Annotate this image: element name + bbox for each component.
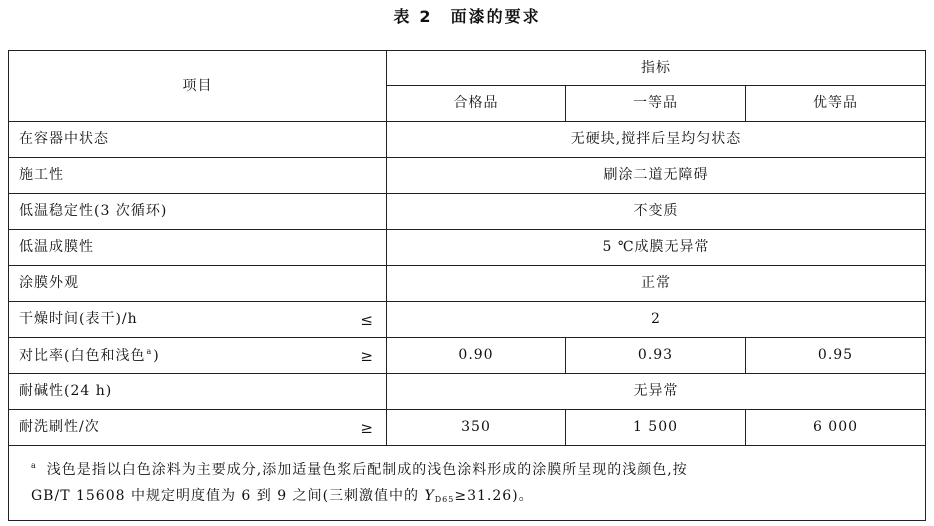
table-title (0, 4, 934, 30)
row-value-superior: 6 000 (746, 410, 926, 446)
table-title-text: 面漆的要求 (450, 7, 541, 26)
footnote-y-sub: D65 (434, 495, 455, 504)
row-value: 不变质 (387, 194, 926, 230)
table-title-prefix: 表 (393, 7, 412, 26)
footnote-y: Y (424, 488, 435, 504)
row-value: 无异常 (387, 374, 926, 410)
footnote-line2-pre: GB/T 15608 中规定明度值为 6 到 9 之间(三刺激值中的 (31, 488, 425, 504)
row-item: 干燥时间(表干)/h ≤ (9, 302, 387, 338)
table-row (9, 266, 926, 302)
table-row (9, 194, 926, 230)
table-title-number: 2 (419, 7, 433, 26)
footnote-mark: a (31, 461, 37, 470)
row-value-first: 1 500 (566, 410, 746, 446)
table-row (9, 374, 926, 410)
requirements-table (8, 50, 926, 521)
row-value-superior: 0.95 (746, 338, 926, 374)
table-row (9, 338, 926, 374)
table-row (9, 158, 926, 194)
row-item: 耐碱性(24 h) (9, 374, 387, 410)
footnote-ref: a (146, 346, 153, 356)
footnote (9, 446, 926, 521)
row-item: 涂膜外观 (9, 266, 387, 302)
row-item: 耐洗刷性/次 ≥ (9, 410, 387, 446)
header-indicator: 指标 (387, 51, 926, 86)
header-row (9, 51, 926, 86)
row-item: 施工性 (9, 158, 387, 194)
row-item: 低温稳定性(3 次循环) (9, 194, 387, 230)
row-value: 刷涂二道无障碍 (387, 158, 926, 194)
footnote-line1: 浅色是指以白色涂料为主要成分,添加适量色浆后配制成的浅色涂料形成的涂膜所呈现的浅颜色,按 (46, 462, 688, 478)
row-value: 正常 (387, 266, 926, 302)
row-item: 在容器中状态 (9, 122, 387, 158)
row-value: 无硬块,搅拌后呈均匀状态 (387, 122, 926, 158)
row-item: 对比率(白色和浅色$^a$) ≥ (9, 338, 387, 374)
footnote-row (9, 446, 926, 521)
table-row (9, 302, 926, 338)
row-item: 低温成膜性 (9, 230, 387, 266)
header-grade-qualified: 合格品 (387, 86, 566, 122)
table-row (9, 410, 926, 446)
row-value-qualified: 0.90 (387, 338, 566, 374)
footnote-line2-post: ≥31.26)。 (454, 488, 534, 504)
row-value-qualified: 350 (387, 410, 566, 446)
row-value: 5 ℃成膜无异常 (387, 230, 926, 266)
operator-ge: ≥ (360, 346, 374, 365)
table-row (9, 230, 926, 266)
header-item: 项目 (9, 51, 387, 122)
row-value: 2 (387, 302, 926, 338)
row-value-first: 0.93 (566, 338, 746, 374)
operator-le: ≤ (360, 310, 374, 329)
table-row (9, 122, 926, 158)
header-grade-first: 一等品 (566, 86, 746, 122)
header-grade-superior: 优等品 (746, 86, 926, 122)
operator-ge: ≥ (360, 418, 374, 437)
